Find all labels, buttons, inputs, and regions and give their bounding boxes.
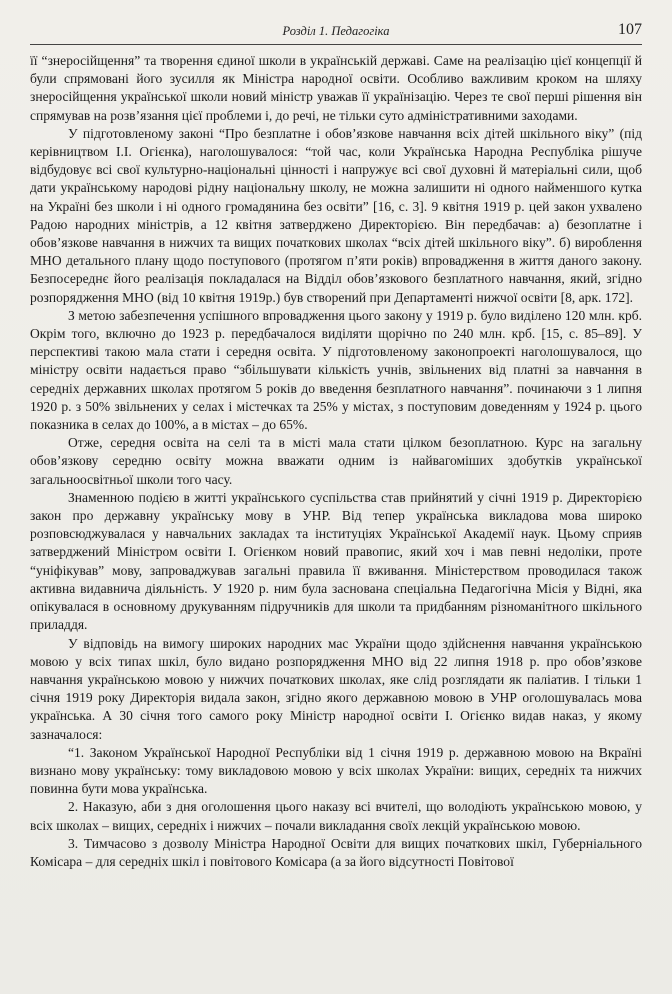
paragraph: її “знеросійщення” та творення єдиної школи в українській державі. Саме на реалізацію цієї концепції й були спрямовані його зусилля як Міністра народної освіти. Особливо важливим кроком на шляху знеросійщення української школи новий міністр уважав її українізацію. Через те свої перші рішення він спрямував на розв’язання цієї проблеми і, до речі, не тільки суто адміністративними заходами. [30,53,642,123]
paragraph: З метою забезпечення успішного впровадження цього закону у 1919 р. було виділено 120 млн. крб. Окрім того, включно до 1923 р. передбачалося виділяти щорічно по 240 млн. крб. [15, с. 85–89]. У перспективі такою мала стати і середня освіта. У підготовленому законопроекті наголошувалося, що міністру освіти надається право “збільшувати кількість учнів, звільнених від платні за навчання в середніх державних школах протягом 5 років до введення безплатного навчання”. починаючи з 1 липня 1920 р. з 50% звільнених у селах і містечках та 25% у містах, з поступовим доведенням у 1924 р. цього показника в селах до 100%, а в містах – до 65%. [30,307,642,433]
page-number: 107 [618,21,642,38]
paragraph: У відповідь на вимогу широких народних мас України щодо здійснення навчання українською мовою у всіх типах шкіл, було видано розпорядження МНО від 22 липня 1918 р. про обов’язкове навчання українською мовою у нижчих початкових школах, яке слід розглядати як паліатив. І тільки 1 січня 1919 року Директорія видала закон, згідно якого державною мовою в УНР оголошувалась мова українська. А 30 січня того самого року Міністр народної освіти І. Огієнко видав наказ, у якому зазначалося: [30,635,642,742]
body-text [30,52,642,871]
quoted-paragraph: 3. Тимчасово з дозволу Міністра Народної Освіти для вищих початкових шкіл, Губерніального Комісара – для середніх шкіл і повітового Комісара (а за його відсутності Повітової [30,835,642,869]
quoted-paragraph: 2. Наказую, аби з дня оголошення цього наказу всі вчителі, що володіють українською мовою, у всіх школах – вищих, середніх і нижчих – почали викладання своїх лекцій українською мовою. [30,799,642,833]
section-title: Розділ 1. Педагогіка [282,24,390,38]
paragraph: Знаменною подією в житті українського суспільства став прийнятий у січні 1919 р. Директорією закон про державну українську мову в УНР. Від тепер українська викладова мова широко розповсюджувалася у навчальних закладах та інституціях Української Академії наук. Цьому сприяв затверджений Міністром освіти І. Огієнком новий правопис, який хоч і мав певні недоліки, проте “уніфікував” мову, запроваджував загальні правила її вживання. Міністерством проводилася також активна видавнича діяльність. У 1920 р. ним була заснована спеціальна Педагогічна Місія у Відні, яка опікувалася в основному друкуванням підручників для школи та придбанням різноманітного шкільного приладдя. [30,489,642,633]
running-header [30,22,642,45]
quoted-paragraph: “1. Законом Української Народної Республіки від 1 січня 1919 р. державною мовою на Вкраїні визнано мову українську: тому викладовою мовою у всіх школах України: вищих, середніх та нижчих повинна бути мова українська. [30,744,642,797]
paragraph: У підготовленому законі “Про безплатне і обов’язкове навчання всіх дітей шкільного віку” (під керівництвом І.І. Огієнка), наголошувалося: “той час, коли Українська Народна Республіка рішуче відбудовує всі свої культурно-національні цінності і напружує всі свої духовні й матеріальні сили, щоб дати українському народові рідну національну школу, не можна залишити ні одного найменшого кутка на Україні без школи і ні одного громадянина без освіти” [16, с. 3]. 9 квітня 1919 р. цей закон ухвалено Радою народних міністрів, а 12 квітня затверджено Директорією. Він передбачав: а) безоплатне і обов’язкове навчання в нижчих та вищих початкових школах “всіх дітей шкільного віку”. б) вироблення МНО детального плану щодо поступового (протягом п’яти років) впровадження в життя даного закону. Безпосереднє його реалізація покладалася на Відділ обов’язкового безплатного навчання, який, згідно розпорядження МНО (від 10 квітня 1919р.) був створений при Департаменті нижчої освіти [8, арк. 172]. [30,125,642,305]
paragraph: Отже, середня освіта на селі та в місті мала стати цілком безоплатною. Курс на загальну обов’язкову середню освіту можна вважати одним із найвагоміших здобутків української загальноосвітньої школи того часу. [30,435,642,487]
